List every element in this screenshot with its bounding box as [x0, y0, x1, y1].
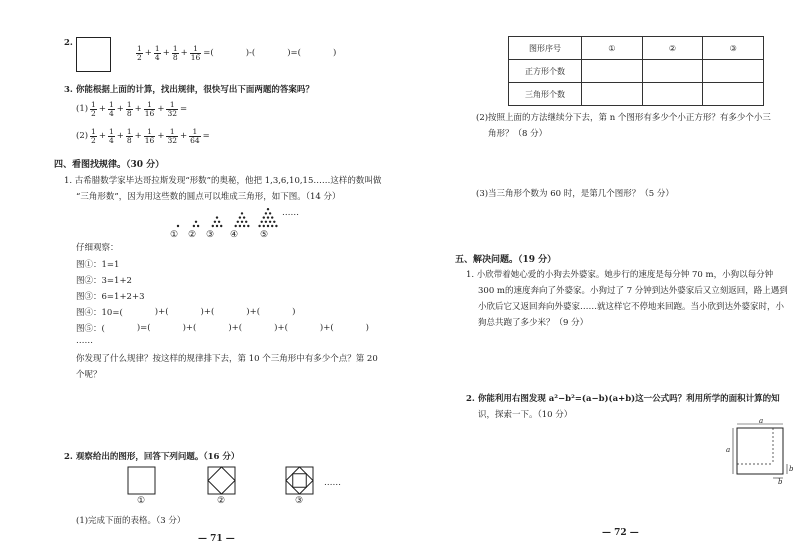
table-header: 图形序号 — [509, 37, 582, 60]
fraction — [136, 45, 143, 61]
fraction — [108, 128, 115, 144]
table-header: ③ — [703, 37, 764, 60]
tri-label-2: ② — [188, 230, 197, 240]
fig5-part: )+( — [274, 323, 288, 333]
fig-label-a-left: a — [726, 446, 731, 454]
fig5-part: )+( — [319, 323, 334, 333]
triangle-dot — [263, 225, 265, 227]
plus-sign: + — [157, 131, 165, 141]
triangle-dot — [216, 216, 218, 218]
triangle-dot — [275, 225, 277, 227]
square-ellipsis: …… — [324, 478, 341, 488]
fraction-numerator: 1 — [166, 101, 178, 110]
fraction-numerator: 1 — [126, 127, 132, 136]
item-label: (2) — [76, 131, 89, 141]
triangle-dot — [195, 221, 197, 223]
fraction-numerator: 1 — [144, 128, 156, 137]
tri-label-3: ③ — [206, 230, 215, 240]
triangle-dot — [241, 221, 243, 223]
fraction-numerator: 1 — [137, 44, 142, 53]
triangle-dot — [269, 212, 271, 214]
triangle-dot — [261, 221, 263, 223]
s4q1-line2: “三角形数”，因为用这些数的圆点可以堆成三角形，如下图。（14 分） — [76, 192, 341, 202]
fraction — [190, 45, 202, 61]
table-row — [509, 83, 764, 106]
table-row-label: 正方形个数 — [509, 60, 582, 83]
s5q1-line4: 狗总共跑了多少米？（9 分） — [478, 318, 589, 328]
fig-line-5 — [76, 322, 369, 334]
s4q1-ask-line2: 个呢？ — [76, 370, 102, 380]
section-5-heading: 五、解决问题。（19 分） — [455, 255, 557, 265]
fraction-denominator: 32 — [167, 135, 177, 145]
triangle-dot — [235, 225, 237, 227]
fraction-numerator: 1 — [126, 100, 132, 109]
equals-open: =( — [203, 48, 214, 58]
fraction-numerator: 1 — [190, 45, 202, 54]
fraction — [172, 45, 179, 61]
fraction — [154, 45, 161, 61]
fig-line-4 — [76, 306, 295, 318]
triangle-dot — [245, 221, 247, 223]
triangle-dot — [193, 225, 195, 227]
table-cell[interactable] — [703, 83, 764, 106]
fig5-part: ) — [365, 323, 369, 333]
table-cell[interactable] — [582, 83, 643, 106]
fraction-numerator: 1 — [91, 127, 96, 136]
triangle-dot — [258, 225, 260, 227]
fraction — [166, 101, 178, 117]
sq-label-3: ③ — [295, 496, 304, 506]
sq-label-1: ① — [137, 496, 146, 506]
triangle-dot — [239, 216, 241, 218]
plus-sign: + — [116, 131, 124, 141]
fig-line-3: 图③：6=1+2+3 — [76, 292, 145, 302]
fraction — [144, 128, 156, 144]
left-page-number: — 71 — — [198, 534, 235, 544]
triangle-dot — [271, 225, 273, 227]
fig5-part: )=( — [136, 323, 151, 333]
triangle-dot — [237, 221, 239, 223]
fraction-denominator: 64 — [190, 135, 200, 145]
left-q2-number: 2. — [64, 38, 73, 48]
triangle-dot — [267, 208, 269, 210]
shape-count-table — [508, 36, 764, 106]
fraction-denominator: 16 — [144, 135, 155, 145]
triangle-dot — [239, 225, 241, 227]
plus-sign: + — [144, 48, 152, 58]
table-header: ② — [642, 37, 703, 60]
triangle-ellipsis: …… — [282, 208, 299, 218]
fig4-part: )+( — [154, 307, 169, 317]
fig-label-a-top: a — [759, 417, 764, 425]
square-figure-2 — [207, 466, 237, 499]
fraction-numerator: 1 — [108, 100, 114, 109]
fig4-part: )+( — [200, 307, 215, 317]
s4q1-line1: 1. 古希腊数学家毕达哥拉斯发现“形数”的奥秘，他把 1,3,6,10,15……这样的数叫做 — [64, 176, 382, 186]
plus-sign: + — [180, 48, 188, 58]
equals-sign: = — [202, 131, 210, 141]
fig5-part: )+( — [228, 323, 243, 333]
s5q1-line2: 300 m的速度奔向了外婆家。小狗过了 7 分钟到达外婆家后又立刻返回，路上遇到 — [478, 286, 788, 296]
fig-label-b-bottom: b — [778, 478, 783, 486]
triangle-dot — [241, 212, 243, 214]
fraction — [90, 101, 97, 117]
fraction-denominator: 4 — [108, 108, 114, 118]
fig5-prefix: 图⑤：( — [76, 324, 105, 334]
fraction — [126, 128, 133, 144]
fraction-denominator: 2 — [91, 108, 96, 118]
s5q2-line2: 识，探索一下。（10 分） — [478, 410, 573, 420]
plus-sign: + — [157, 104, 165, 114]
equals-sign: = — [179, 104, 188, 114]
fraction-numerator: 1 — [189, 128, 201, 137]
fig-line-1: 图①：1=1 — [76, 260, 120, 270]
triangle-dot — [177, 225, 179, 227]
close-paren: ) — [333, 48, 337, 58]
s5q2-line1: 2. 你能利用右图发现 a²−b²=(a−b)(a+b)这一公式吗？利用所学的面积计算的知 — [466, 394, 780, 404]
fraction-denominator: 8 — [126, 108, 132, 118]
s4q2-text: 2. 观察给出的图形，回答下列问题。（16 分） — [64, 452, 240, 462]
triangle-dot — [265, 221, 267, 223]
difference-of-squares-figure — [727, 418, 797, 491]
fig4-part: )+( — [246, 307, 261, 317]
table-cell[interactable] — [703, 60, 764, 83]
fig4-part: ) — [292, 307, 296, 317]
triangle-dot — [212, 225, 214, 227]
minus-paren: )-( — [245, 48, 256, 58]
fraction — [90, 128, 97, 144]
triangle-dot — [267, 225, 269, 227]
fraction-denominator: 16 — [190, 52, 201, 62]
q2-square-figure — [76, 37, 111, 72]
fraction-numerator: 1 — [154, 44, 160, 53]
fraction-denominator: 2 — [91, 135, 96, 145]
triangle-dot — [216, 225, 218, 227]
fraction-numerator: 1 — [144, 101, 156, 110]
tri-label-5: ⑤ — [260, 230, 269, 240]
tri-label-1: ① — [170, 230, 179, 240]
fig-label-b-right: b — [789, 465, 794, 473]
triangle-dot — [265, 212, 267, 214]
fraction — [144, 101, 156, 117]
table-cell[interactable] — [642, 83, 703, 106]
q2-formula — [135, 45, 336, 61]
fraction-numerator: 1 — [91, 100, 96, 109]
triangle-dot — [197, 225, 199, 227]
fraction-denominator: 32 — [167, 108, 177, 118]
fraction — [108, 101, 115, 117]
plus-sign: + — [134, 104, 142, 114]
plus-sign: + — [162, 48, 170, 58]
fraction-denominator: 8 — [172, 52, 178, 62]
fig4-prefix: 图④：10=( — [76, 308, 123, 318]
fraction — [189, 128, 201, 144]
fraction-denominator: 4 — [154, 52, 160, 62]
q3-1-formula — [76, 101, 187, 117]
table-cell[interactable] — [642, 60, 703, 83]
triangle-dot — [269, 221, 271, 223]
fraction-numerator: 1 — [108, 127, 114, 136]
triangle-dot — [247, 225, 249, 227]
fig-line-2: 图②：3=1+2 — [76, 276, 132, 286]
plus-sign: + — [98, 104, 106, 114]
sq-label-2: ② — [217, 496, 226, 506]
fraction-denominator: 8 — [126, 135, 132, 145]
tri-label-4: ④ — [230, 230, 239, 240]
triangle-dot — [243, 225, 245, 227]
s4q1-ask-line1: 你发现了什么规律？按这样的规律排下去，第 10 个三角形中有多少个点？第 20 — [76, 354, 378, 364]
table-row — [509, 60, 764, 83]
table-row — [509, 37, 764, 60]
q2-3-text: (3)当三角形个数为 60 时，是第几个图形？（5 分） — [476, 189, 674, 199]
observe-label: 仔细观察： — [76, 243, 119, 253]
q2-2-line1: (2)按照上面的方法继续分下去，第 n 个图形有多少个小正方形？有多少个小三 — [476, 113, 771, 123]
fig-dots: …… — [76, 336, 93, 346]
triangle-dot — [271, 216, 273, 218]
plus-sign: + — [116, 104, 124, 114]
triangle-dot — [220, 225, 222, 227]
triangle-dot — [263, 216, 265, 218]
left-q3-text: 3. 你能根据上面的计算，找出规律，很快写出下面两题的答案吗？ — [64, 85, 314, 95]
triangle-dot — [243, 216, 245, 218]
fraction-numerator: 1 — [166, 128, 178, 137]
triangle-dot — [267, 216, 269, 218]
plus-sign: + — [98, 131, 106, 141]
triangle-dot — [218, 221, 220, 223]
plus-sign: + — [134, 131, 142, 141]
fraction-denominator: 4 — [108, 135, 114, 145]
fraction-denominator: 16 — [144, 108, 155, 118]
s5q1-line1: 1. 小欣带着她心爱的小狗去外婆家。她步行的速度是每分钟 70 m，小狗以每分钟 — [466, 270, 774, 280]
triangle-dot — [273, 221, 275, 223]
right-page-number: — 72 — — [602, 528, 639, 538]
fraction-numerator: 1 — [172, 44, 178, 53]
triangle-dot — [214, 221, 216, 223]
triangle-labels — [170, 230, 280, 240]
square-figure-3 — [285, 466, 315, 499]
fraction — [126, 101, 133, 117]
equals-paren: )=( — [287, 48, 301, 58]
fraction-denominator: 2 — [137, 52, 142, 62]
item-label: (1) — [76, 104, 89, 114]
table-header: ① — [582, 37, 643, 60]
s4q2-1-text: (1)完成下面的表格。（3 分） — [76, 516, 186, 526]
fig5-part: )+( — [182, 323, 197, 333]
plus-sign: + — [179, 131, 188, 141]
s5q1-line3: 小欣后它又返回奔向外婆家……就这样它不停地来回跑。当小欣到达外婆家时，小 — [478, 302, 785, 312]
table-row-label: 三角形个数 — [509, 83, 582, 106]
section-4-heading: 四、看图找规律。（30 分） — [54, 160, 165, 170]
q3-2-formula — [76, 128, 210, 144]
fraction — [166, 128, 178, 144]
difference-of-squares-svg — [727, 418, 797, 488]
table-cell[interactable] — [582, 60, 643, 83]
square-figure-1 — [127, 466, 157, 499]
q2-2-line2: 角形？（8 分） — [488, 129, 548, 139]
